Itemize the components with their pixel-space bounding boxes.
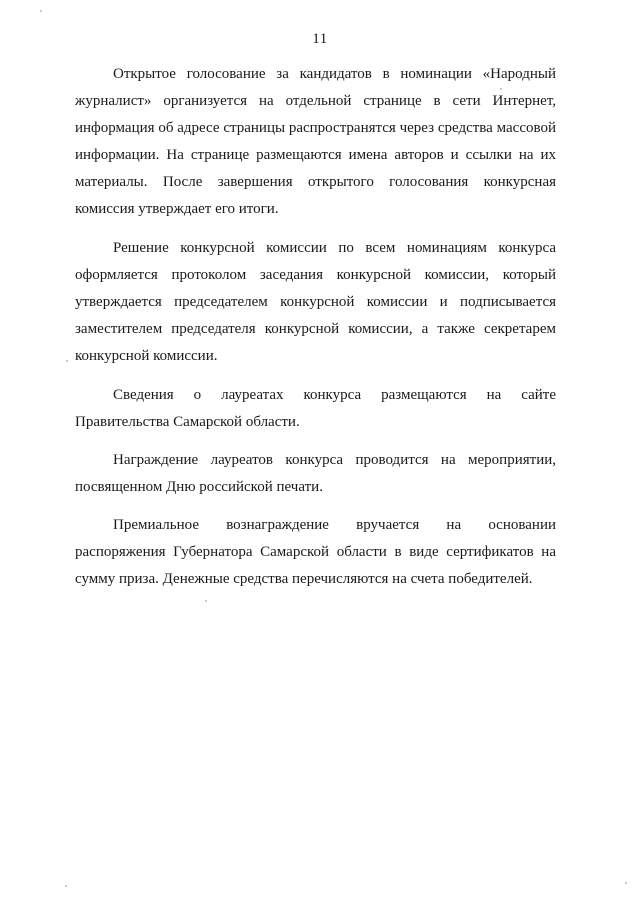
paragraph-voting: Открытое голосование за кандидатов в номинации «Народный журналист» организуется на отдельной странице в сети Интернет, информация об адресе страницы распространятся через средства массовой информации. На странице размещаются имена авторов и ссылки на их материалы. После завершения открытого голосования конкурсная комиссия утверждает его итоги. bbox=[75, 66, 556, 217]
scan-speck bbox=[65, 885, 67, 887]
scan-speck bbox=[625, 882, 627, 884]
scan-speck bbox=[205, 600, 207, 602]
scan-speck bbox=[66, 360, 68, 362]
scan-speck bbox=[40, 10, 42, 12]
scan-speck bbox=[500, 88, 502, 90]
paragraph-prize: Премиальное вознаграждение вручается на основании распоряжения Губернатора Самарской области в виде сертификатов на сумму приза. Денежные средства перечисляются на счета победителей. bbox=[75, 517, 556, 587]
paragraph-commission-decision: Решение конкурсной комиссии по всем номинациям конкурса оформляется протоколом заседания конкурсной комиссии, который утверждается председателем конкурсной комиссии и подписывается заместителем председателя конкурсной комиссии, а также секретарем конкурсной комиссии. bbox=[75, 240, 556, 364]
paragraph-award-ceremony: Награждение лауреатов конкурса проводится на мероприятии, посвященном Дню российской печати. bbox=[75, 452, 556, 495]
paragraph-laureates-info: Сведения о лауреатах конкурса размещаются на сайте Правительства Самарской области. bbox=[75, 387, 556, 430]
document-body bbox=[75, 61, 556, 605]
page-number: 11 bbox=[312, 31, 328, 47]
